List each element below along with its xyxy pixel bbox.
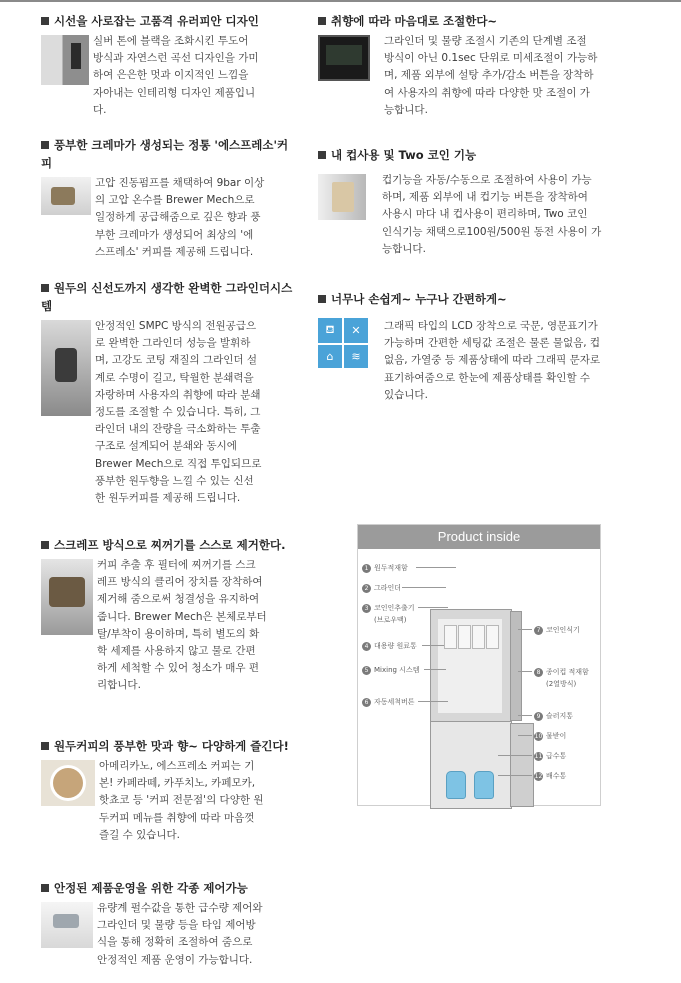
grinder-thumbnail bbox=[41, 320, 91, 416]
body-line: 능합니다. bbox=[384, 103, 428, 116]
body-line: 방식과 자연스런 곡선 디자인을 가미 bbox=[93, 52, 259, 65]
body-line: 자랑하며 사용자의 취향에 따라 분쇄 bbox=[95, 388, 261, 401]
canister bbox=[472, 625, 485, 649]
body-line: 컵기능을 자동/수동으로 조절하여 사용이 가능 bbox=[382, 174, 592, 186]
body-line: 여 사용자의 취향에 따라 다양한 맛 조절이 가 bbox=[384, 86, 590, 99]
callout-left: 6 자동세척버튼 bbox=[362, 697, 415, 707]
section-title: 안정된 제품운영을 위한 각종 제어가능 bbox=[54, 881, 248, 895]
callout-left: 1 원두적재함 bbox=[362, 563, 408, 573]
leader-line bbox=[518, 671, 532, 672]
body-line: 구조로 설계되어 분쇄와 동시에 bbox=[95, 440, 237, 453]
body-line: 로 완벽한 그라인더 성능을 발휘하 bbox=[95, 337, 251, 350]
body-line: 줍니다. Brewer Mech은 본체로부터 bbox=[97, 610, 267, 623]
body-line: 고압 진동펌프를 채택하여 9bar 이상 bbox=[95, 177, 265, 189]
water-bottle bbox=[446, 771, 466, 799]
section-title: 스크레프 방식으로 찌꺼기를 스스로 제거한다. bbox=[54, 538, 286, 552]
body-line: 며, 고강도 코팅 재질의 그라인더 설 bbox=[95, 354, 258, 367]
body-line: 표기하여줌으로 한눈에 제품상태를 확인할 수 bbox=[384, 371, 591, 384]
section-design bbox=[41, 12, 301, 119]
no-cup-icon: ✕ bbox=[344, 318, 368, 343]
body-line: 정도를 조절할 수 있습니다. 특히, 그 bbox=[95, 406, 261, 419]
callout-right: 7 코인인식기 bbox=[534, 625, 580, 635]
body-line: 제거해 줌으로써 청결성을 유지하여 bbox=[97, 593, 260, 606]
section-title: 취향에 따라 마음대로 조절한다~ bbox=[331, 14, 498, 28]
leader-line bbox=[424, 669, 446, 670]
body-line: 유량계 펄수값을 통한 급수량 제어와 bbox=[97, 902, 263, 914]
body-line: 부한 크레마가 생성되어 최상의 '에 bbox=[95, 228, 254, 241]
body-line: 아메리카노, 에스프레소 커피는 기 bbox=[99, 760, 255, 772]
leader-line bbox=[418, 607, 448, 608]
body-line: 스프레소' 커피를 제공해 드립니다. bbox=[95, 245, 254, 258]
machine-lower-cabinet bbox=[430, 721, 512, 809]
body-line: 사용시 마다 내 컵사용이 편리하며, Two 코인 bbox=[382, 208, 588, 221]
callout-right: 8 종이컵 적재함 bbox=[534, 667, 589, 677]
machine-upper-door bbox=[510, 611, 522, 721]
callout-left: 5 Mixing 시스템 bbox=[362, 665, 419, 675]
leader-line bbox=[518, 629, 532, 630]
section-title: 원두커피의 풍부한 맛과 향~ 다양하게 즐긴다! bbox=[54, 739, 289, 753]
section-espresso bbox=[41, 136, 303, 261]
body-line: 커피 추출 후 필터에 찌꺼기를 스크 bbox=[97, 559, 256, 571]
coffee-cup-thumbnail bbox=[41, 760, 95, 806]
bullet-square-icon bbox=[318, 295, 326, 303]
body-line: 라인더 내의 잔량을 극소화하는 투출 bbox=[95, 423, 261, 436]
figure-title: Product inside bbox=[358, 525, 600, 549]
body-line: 일정하게 공급해줌으로 깊은 향과 풍 bbox=[95, 211, 261, 224]
section-title: 내 컵사용 및 Two 코인 기능 bbox=[331, 148, 477, 162]
canister bbox=[444, 625, 457, 649]
body-line: 본! 카페라떼, 카푸치노, 카페모카, bbox=[99, 777, 256, 790]
body-line: 두커피 메뉴를 취향에 따라 마음껏 bbox=[99, 811, 255, 824]
canister bbox=[486, 625, 499, 649]
product-inside-figure bbox=[357, 524, 601, 806]
body-line: 며, 제품 외부에 설탕 추가/감소 버튼을 장착하 bbox=[384, 69, 594, 82]
leader-line bbox=[498, 755, 532, 756]
machine-thumbnail bbox=[41, 35, 89, 85]
body-line: 있습니다. bbox=[384, 388, 428, 401]
section-title: 시선을 사로잡는 고품격 유러피안 디자인 bbox=[54, 14, 259, 28]
section-grinder bbox=[41, 279, 303, 507]
body-line: 학 세제를 사용하지 않고 물로 간편 bbox=[97, 645, 256, 658]
filter-icon: ⛾ bbox=[318, 318, 342, 343]
scraper-thumbnail bbox=[41, 559, 93, 635]
callout-right-sub: (2열방식) bbox=[546, 680, 577, 688]
callout-right: 12 배수통 bbox=[534, 772, 567, 780]
body-line: 그라인더 및 물량 등을 타임 제어방 bbox=[97, 919, 256, 932]
body-line: 그라인더 및 물량 조절시 기존의 단계별 조절 bbox=[384, 35, 587, 47]
status-icons bbox=[318, 318, 368, 368]
body-line: 자아내는 인테리형 디자인 제품입니 bbox=[93, 86, 256, 99]
body-line: 하며, 제품 외부에 내 컵기능 버튼을 장착하여 bbox=[382, 191, 588, 204]
bullet-square-icon bbox=[318, 17, 326, 25]
heating-icon: ≋ bbox=[344, 345, 368, 368]
body-line: 안정적인 SMPC 방식의 전원공급으 bbox=[95, 320, 257, 332]
body-line: 가능하며 간편한 세팅값 조절은 물론 물없음, 컵 bbox=[384, 337, 601, 350]
body-line: 능합니다. bbox=[382, 242, 426, 255]
body-line: 하게 세척할 수 있어 청소가 매우 편 bbox=[97, 662, 260, 675]
pump-thumbnail bbox=[41, 177, 91, 215]
water-bottle bbox=[474, 771, 494, 799]
callout-left: 2 그라인더 bbox=[362, 583, 401, 593]
canister bbox=[458, 625, 471, 649]
body-line: 다. bbox=[93, 103, 107, 116]
body-line: 핫쵸코 등 '커피 전문점'의 다양한 원 bbox=[99, 794, 264, 807]
section-title: 풍부한 크레마가 생성되는 정통 '에스프레소'커피 bbox=[41, 138, 289, 170]
section-title: 너무나 손쉽게~ 누구나 간편하게~ bbox=[331, 292, 507, 306]
section-easy bbox=[318, 290, 648, 404]
leader-line bbox=[402, 587, 446, 588]
section-mycup bbox=[318, 146, 648, 258]
callout-right: 11 급수통 bbox=[534, 752, 567, 760]
body-line: 하여 은은한 멋과 이지적인 느낌을 bbox=[93, 69, 249, 82]
body-line: 즐길 수 있습니다. bbox=[99, 828, 181, 841]
leader-line bbox=[518, 715, 532, 716]
section-control bbox=[41, 879, 303, 969]
body-line: 실버 톤에 블랙을 조화시킨 투도어 bbox=[93, 35, 249, 47]
bullet-square-icon bbox=[41, 284, 49, 292]
control-panel-thumbnail bbox=[318, 35, 370, 81]
section-title: 원두의 신선도까지 생각한 완벽한 그라인더시스템 bbox=[41, 281, 293, 313]
body-line: 인식기능 채택으로100원/500원 동전 사용이 가 bbox=[382, 225, 602, 238]
callout-left: 3 코인인추출기 bbox=[362, 603, 415, 613]
body-line: 리합니다. bbox=[97, 679, 141, 692]
leader-line bbox=[418, 701, 448, 702]
callout-left: 4 대용량 원료통 bbox=[362, 641, 417, 651]
bullet-square-icon bbox=[318, 151, 326, 159]
water-icon: ⌂ bbox=[318, 345, 342, 368]
bullet-square-icon bbox=[41, 742, 49, 750]
leader-line bbox=[498, 775, 532, 776]
section-adjust bbox=[318, 12, 648, 119]
bullet-square-icon bbox=[41, 884, 49, 892]
valve-thumbnail bbox=[41, 902, 93, 948]
cup-station-thumbnail bbox=[318, 174, 366, 220]
leader-line bbox=[416, 567, 456, 568]
body-line: 풍부한 원두향을 느낄 수 있는 신선 bbox=[95, 474, 254, 487]
body-line: 없음, 가열중 등 제품상태에 따라 그래픽 문자로 bbox=[384, 354, 601, 367]
body-line: 한 원두커피를 제공해 드립니다. bbox=[95, 492, 241, 505]
section-menu bbox=[41, 737, 303, 844]
body-line: 그래픽 타입의 LCD 장착으로 국문, 영문표기가 bbox=[384, 320, 598, 332]
bullet-square-icon bbox=[41, 541, 49, 549]
bullet-square-icon bbox=[41, 17, 49, 25]
body-line: 계로 수명이 길고, 탁월한 분쇄력을 bbox=[95, 371, 254, 384]
body-line: 의 고압 온수를 Brewer Mech으로 bbox=[95, 194, 255, 207]
body-line: 안정적인 제품 운영이 가능합니다. bbox=[97, 953, 253, 966]
callout-right: 10 물받이 bbox=[534, 732, 567, 740]
top-rule bbox=[0, 0, 681, 2]
callout-left-sub: (브로우맥) bbox=[374, 616, 407, 624]
leader-line bbox=[518, 735, 532, 736]
section-scraper bbox=[41, 536, 303, 695]
bullet-square-icon bbox=[41, 141, 49, 149]
body-line: 레프 방식의 클리어 장치를 장착하여 bbox=[97, 576, 263, 589]
body-line: Brewer Mech으로 직접 투입되므로 bbox=[95, 457, 262, 470]
figure-body bbox=[358, 549, 600, 805]
body-line: 탈/부착이 용이하며, 특히 별도의 화 bbox=[97, 627, 260, 640]
callout-right: 9 슬러지통 bbox=[534, 711, 573, 721]
body-line: 식을 통해 정확히 조절하여 줌으로 bbox=[97, 936, 253, 949]
leader-line bbox=[422, 645, 444, 646]
body-line: 방식이 아닌 0.1sec 단위로 미세조절이 가능하 bbox=[384, 52, 598, 65]
